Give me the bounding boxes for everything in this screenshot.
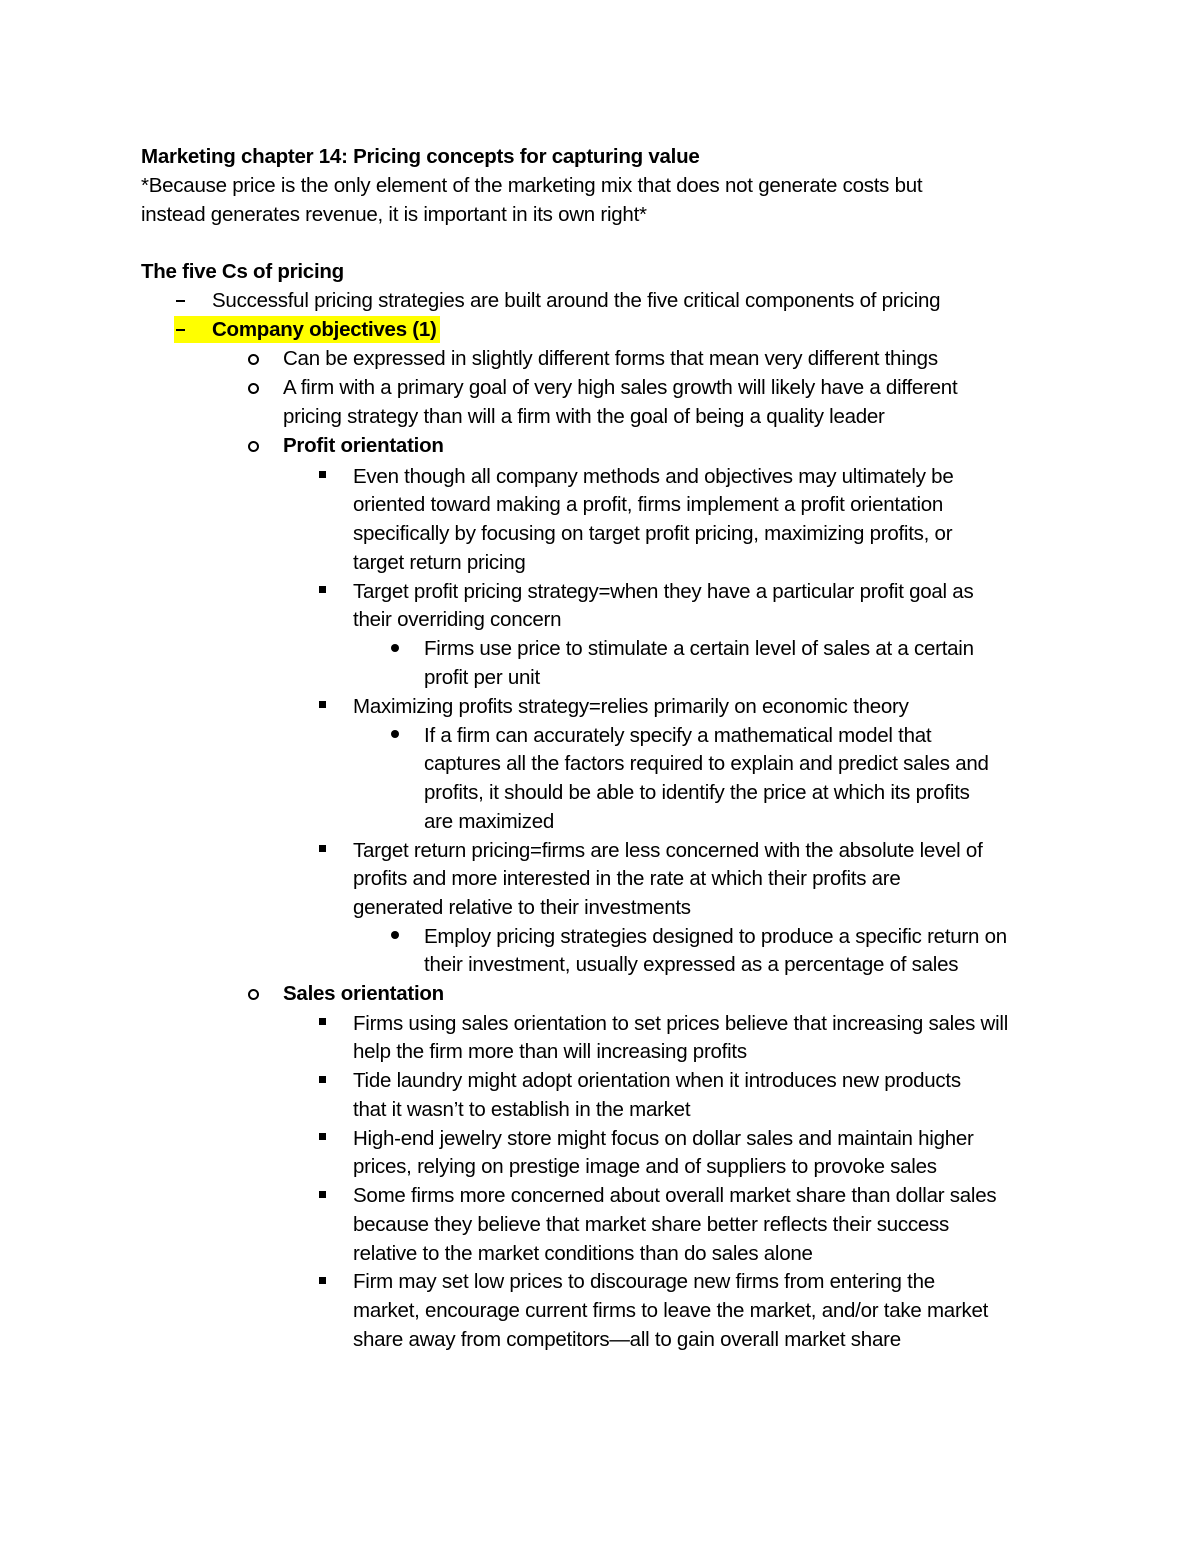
list-item: prices, relying on prestige image and of suppliers to provoke sales	[353, 1155, 937, 1178]
list-item: Target return pricing=firms are less concerned with the absolute level of	[353, 839, 983, 862]
circle-bullet-icon	[248, 989, 259, 1000]
list-item: Maximizing profits strategy=relies primarily on economic theory	[353, 695, 909, 718]
list-item: Some firms more concerned about overall market share than dollar sales	[353, 1184, 997, 1207]
list-item: profit per unit	[424, 666, 540, 689]
square-bullet-icon	[319, 1018, 326, 1025]
list-item: oriented toward making a profit, firms implement a profit orientation	[353, 493, 944, 516]
square-bullet-icon	[319, 1076, 326, 1083]
circle-bullet-icon	[248, 441, 259, 452]
list-item: generated relative to their investments	[353, 896, 691, 919]
list-item: Tide laundry might adopt orientation when it introduces new products	[353, 1069, 961, 1092]
dot-bullet-icon	[391, 931, 399, 939]
list-item: Firms use price to stimulate a certain level of sales at a certain	[424, 637, 974, 660]
list-item: Firms using sales orientation to set prices believe that increasing sales will	[353, 1012, 1009, 1035]
square-bullet-icon	[319, 701, 326, 708]
list-item: relative to the market conditions than do sales alone	[353, 1242, 813, 1265]
list-item: Even though all company methods and objectives may ultimately be	[353, 465, 954, 488]
circle-bullet-icon	[248, 354, 259, 365]
list-item: profits, it should be able to identify the price at which its profits	[424, 781, 970, 804]
list-item: help the firm more than will increasing profits	[353, 1040, 747, 1063]
list-item: Employ pricing strategies designed to produce a specific return on	[424, 925, 1007, 948]
list-item: captures all the factors required to explain and predict sales and	[424, 752, 989, 775]
intro-line: instead generates revenue, it is important in its own right*	[141, 203, 647, 226]
list-item: specifically by focusing on target profit pricing, maximizing profits, or	[353, 522, 953, 545]
document-title: Marketing chapter 14: Pricing concepts for capturing value	[141, 145, 700, 168]
square-bullet-icon	[319, 1191, 326, 1198]
sales-orientation-heading: Sales orientation	[283, 982, 444, 1005]
list-item: Can be expressed in slightly different forms that mean very different things	[283, 347, 938, 370]
dash-bullet-icon	[176, 329, 185, 331]
list-item: pricing strategy than will a firm with the goal of being a quality leader	[283, 405, 885, 428]
square-bullet-icon	[319, 586, 326, 593]
list-item: If a firm can accurately specify a mathematical model that	[424, 724, 932, 747]
square-bullet-icon	[319, 845, 326, 852]
square-bullet-icon	[319, 1277, 326, 1284]
company-objectives-heading: Company objectives (1)	[212, 318, 437, 341]
list-item: because they believe that market share better reflects their success	[353, 1213, 950, 1236]
list-item: Target profit pricing strategy=when they have a particular profit goal as	[353, 580, 974, 603]
list-item: that it wasn’t to establish in the market	[353, 1098, 691, 1121]
dot-bullet-icon	[391, 644, 399, 652]
list-item: share away from competitors—all to gain overall market share	[353, 1328, 901, 1351]
list-item: are maximized	[424, 810, 555, 833]
list-item: target return pricing	[353, 551, 526, 574]
list-item: their investment, usually expressed as a percentage of sales	[424, 953, 959, 976]
list-item: profits and more interested in the rate at which their profits are	[353, 867, 901, 890]
list-item: Successful pricing strategies are built around the five critical components of pricing	[212, 289, 941, 312]
list-item: their overriding concern	[353, 608, 562, 631]
circle-bullet-icon	[248, 383, 259, 394]
dot-bullet-icon	[391, 730, 399, 738]
list-item: Firm may set low prices to discourage new firms from entering the	[353, 1270, 935, 1293]
dash-bullet-icon	[176, 300, 185, 302]
square-bullet-icon	[319, 471, 326, 478]
section-heading: The five Cs of pricing	[141, 260, 344, 283]
profit-orientation-heading: Profit orientation	[283, 434, 444, 457]
list-item: A firm with a primary goal of very high sales growth will likely have a different	[283, 376, 958, 399]
list-item: High-end jewelry store might focus on dollar sales and maintain higher	[353, 1127, 974, 1150]
square-bullet-icon	[319, 1133, 326, 1140]
list-item: market, encourage current firms to leave the market, and/or take market	[353, 1299, 989, 1322]
intro-line: *Because price is the only element of the marketing mix that does not generate costs but	[141, 174, 923, 197]
